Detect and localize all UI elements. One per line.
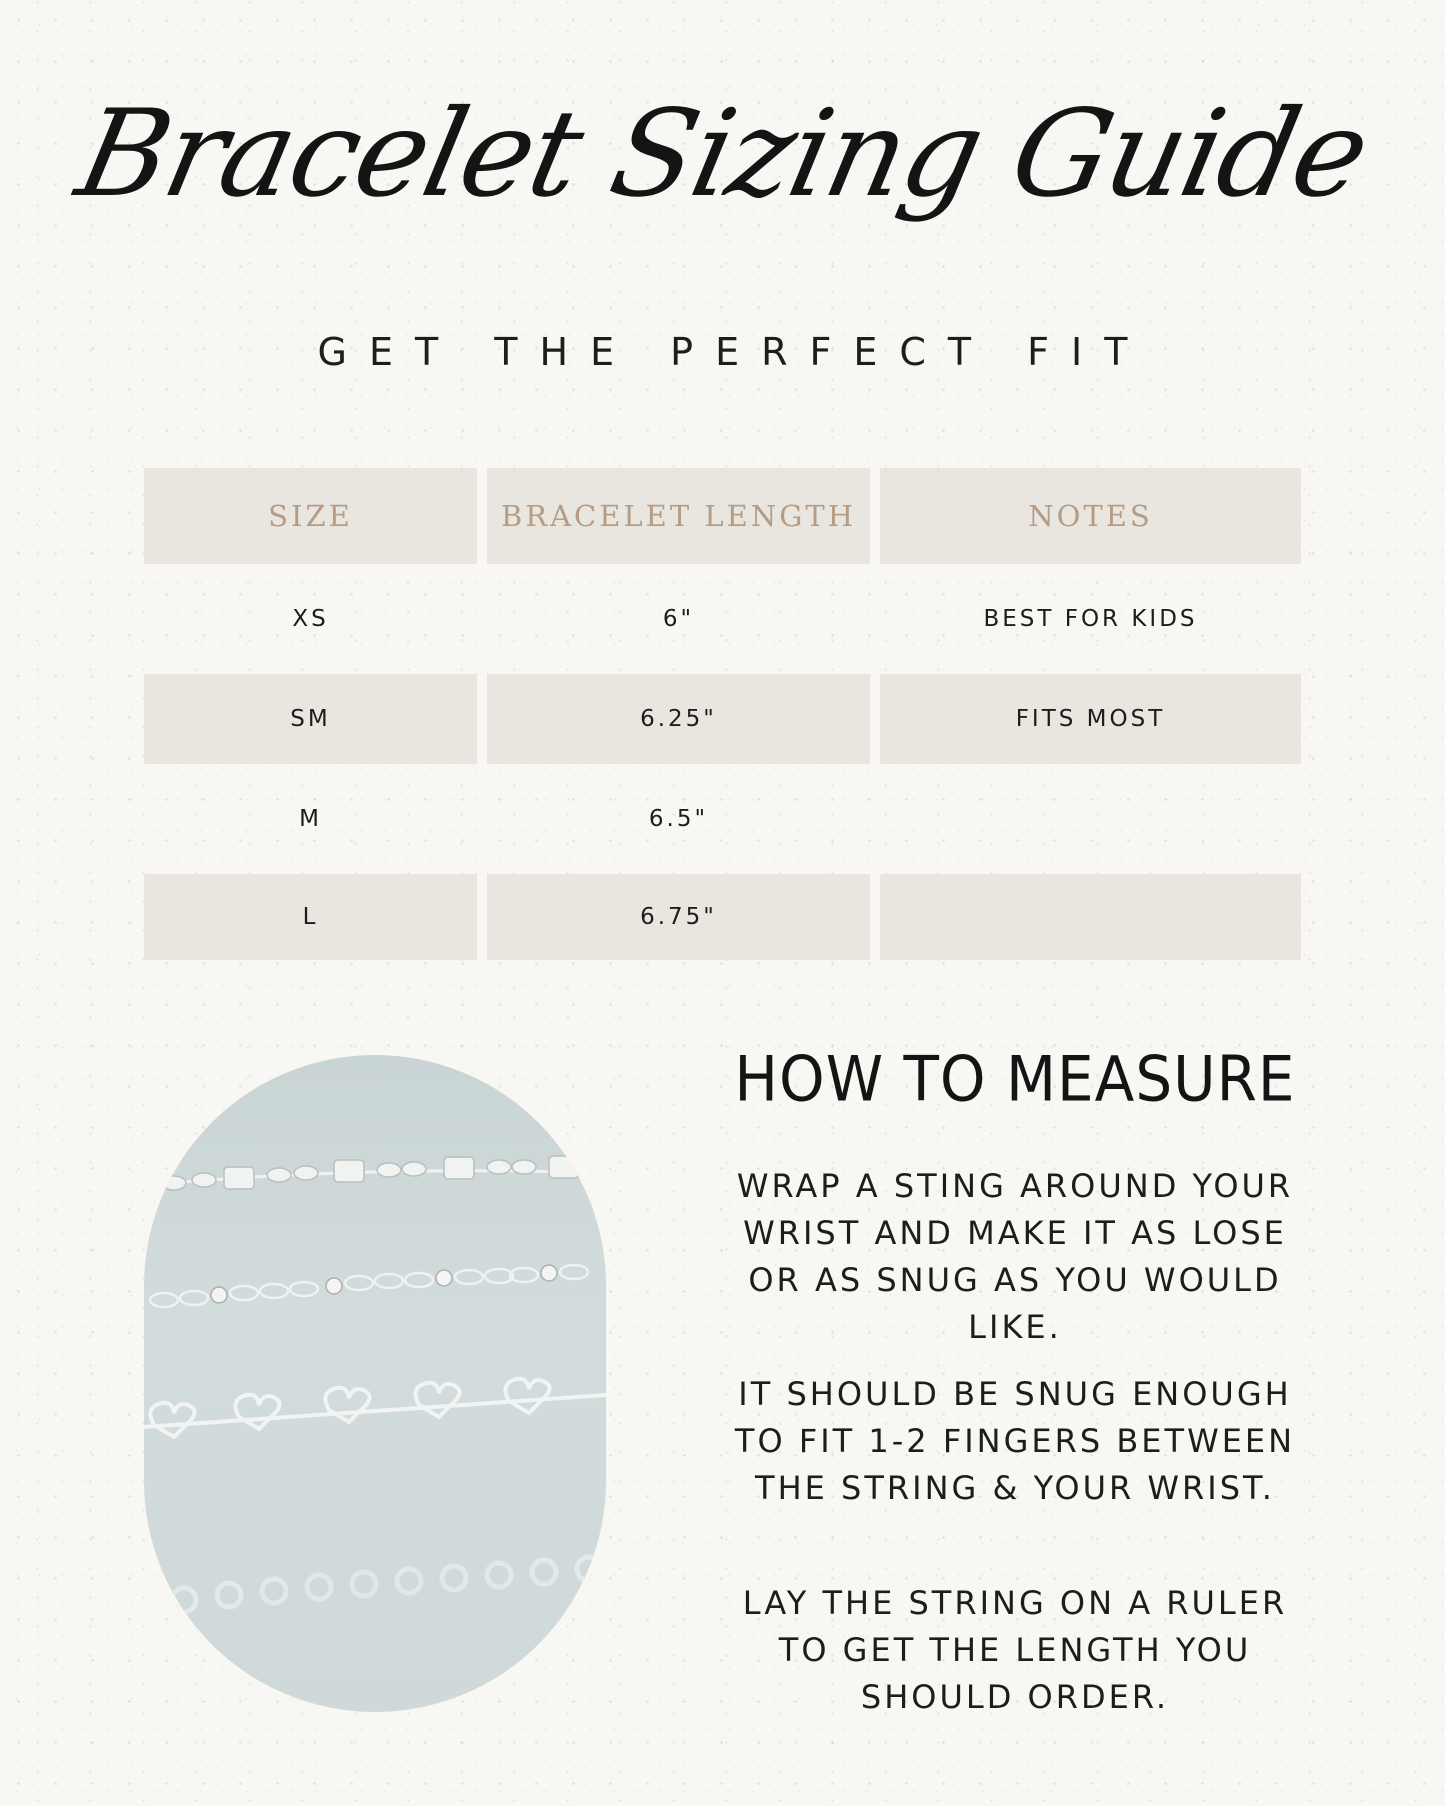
bracelet-chains-photo [144, 1055, 606, 1712]
page-title: Bracelet Sizing Guide [66, 85, 1379, 224]
table-cell-length: 6.25" [487, 674, 870, 764]
table-cell-size: L [144, 874, 477, 960]
table-cell-length: 6" [662, 606, 695, 632]
column-header-notes: NOTES [880, 468, 1301, 564]
table-cell-size: XS [292, 606, 329, 632]
column-header-length: BRACELET LENGTH [487, 468, 870, 564]
instruction-paragraph: WRAP A STING AROUND YOUR WRIST AND MAKE IT AS LOSE OR AS SNUG AS YOU WOULD LIKE. [736, 1167, 1294, 1346]
table-cell-notes: FITS MOST [880, 674, 1301, 764]
bracelet-chains-illustration [144, 1055, 606, 1712]
table-cell-notes [880, 774, 1301, 864]
table-cell-size: M [299, 806, 322, 832]
how-to-measure-title: HOW TO MEASURE [734, 1042, 1296, 1116]
table-cell-notes [880, 874, 1301, 960]
instruction-paragraph: LAY THE STRING ON A RULER TO GET THE LENGTH YOU SHOULD ORDER. [742, 1584, 1288, 1716]
table-cell-length: 6.5" [648, 806, 709, 832]
instruction-paragraph: IT SHOULD BE SNUG ENOUGH TO FIT 1-2 FINGERS BETWEEN THE STRING & YOUR WRIST. [734, 1375, 1296, 1507]
table-cell-size: SM [144, 674, 477, 764]
page-subtitle: GET THE PERFECT FIT [317, 330, 1150, 374]
table-cell-notes: BEST FOR KIDS [983, 606, 1198, 632]
column-header-size: SIZE [144, 468, 477, 564]
table-cell-length: 6.75" [487, 874, 870, 960]
